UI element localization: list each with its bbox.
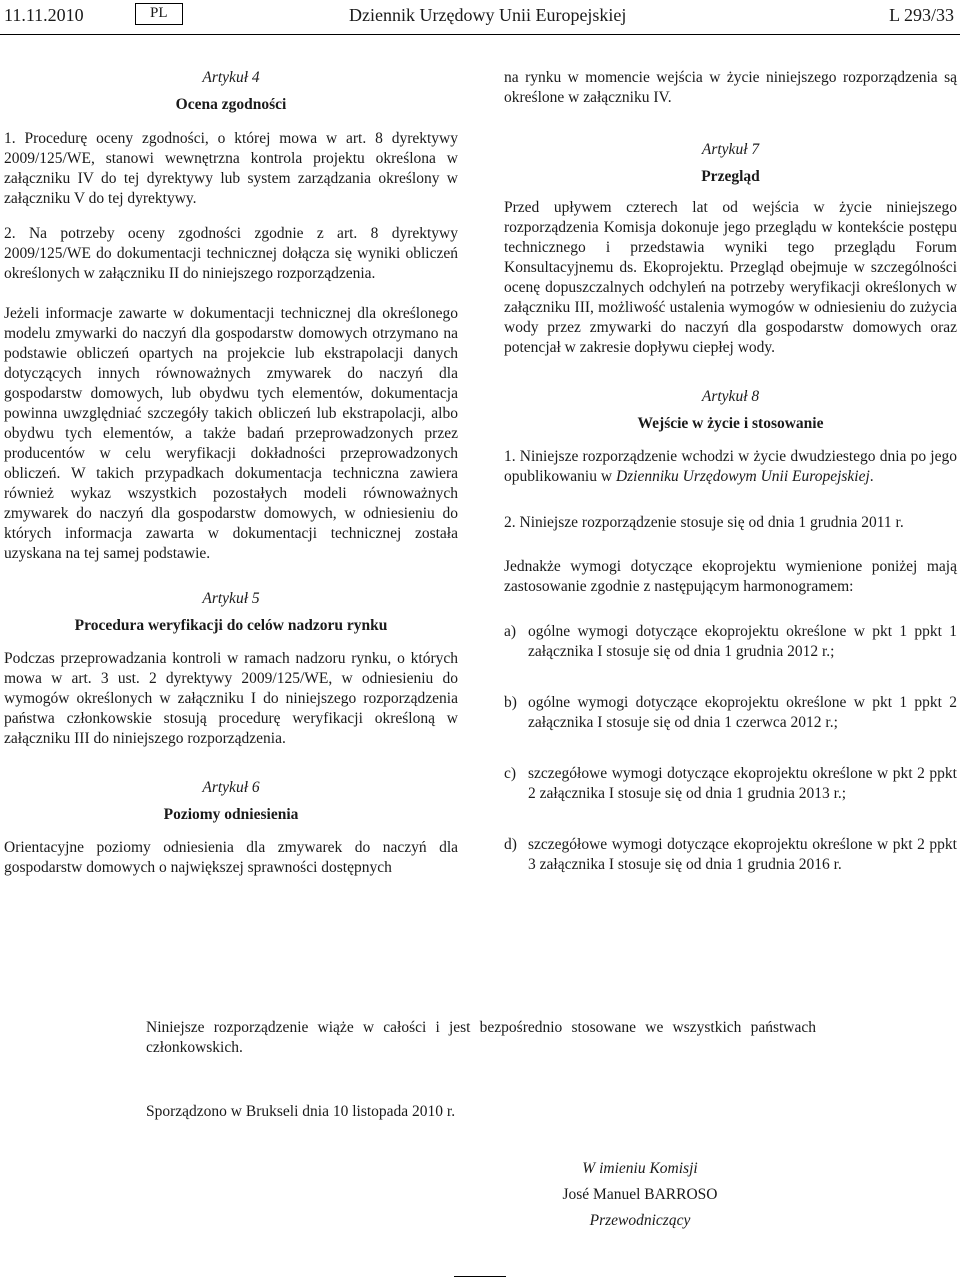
journal-title: Dziennik Urzędowy Unii Europejskiej <box>349 5 627 25</box>
right-column <box>504 64 957 875</box>
header-date: 11.11.2010 <box>4 5 84 25</box>
article-7-title: Przegląd <box>701 168 760 185</box>
signature-for: W imieniu Komisji <box>582 1160 698 1177</box>
signature-role: Przewodniczący <box>589 1212 691 1229</box>
list-item-label: a) <box>504 623 517 640</box>
article-8-label: Artykuł 8 <box>701 388 760 405</box>
list-item-text: ogólne wymogi dotyczące ekoprojektu określone w pkt 1 ppkt 2 załącznika I stosuje się od dnia 1 czerwca 2012 r.; <box>528 694 957 731</box>
list-item-text: szczegółowe wymogi dotyczące ekoprojektu określone w pkt 2 ppkt 2 załącznika I stosuje się od dnia 1 grudnia 2013 r.; <box>528 765 957 802</box>
journal-name-italic: Dzienniku Urzędowym Unii Europejskiej <box>615 468 870 485</box>
list-item <box>504 835 957 875</box>
signature-name: José Manuel BARROSO <box>562 1186 718 1203</box>
list-item-label: c) <box>504 765 517 782</box>
end-rule <box>454 1276 506 1277</box>
article-7-paragraph-1: Przed upływem czterech lat od wejścia w życie niniejszego rozporządzenia Komisja dokonuje jego przeglądu w kontekście postępu technicznego i przedstawia wyniki tego przeglądu Forum Konsultacyjnemu ds. Ekoprojektu. Przegląd obejmuje w szczególności ocenę dopuszczalnych odchyleń na potrzeby weryfikacji określonych w załączniku III, możliwość ustalenia wymogów w odniesieniu do zużycia wody przez zmywarki do naczyń dla gospodarstw domowych oraz potencjał w zakresie dopływu ciepłej wody. <box>504 199 957 356</box>
article-4-label: Artykuł 4 <box>202 69 260 86</box>
article-8-paragraph-1 <box>504 447 957 487</box>
article-5-label: Artykuł 5 <box>202 590 260 607</box>
binding-clause: Niniejsze rozporządzenie wiąże w całości i jest bezpośrednio stosowane we wszystkich państwach członkowskich. <box>146 1019 816 1056</box>
done-at-clause: Sporządzono w Brukseli dnia 10 listopada 2010 r. <box>146 1103 456 1120</box>
article-8-paragraph-2: 2. Niniejsze rozporządzenie stosuje się od dnia 1 grudnia 2011 r. <box>504 514 904 531</box>
article-4-paragraph-2: 2. Na potrzeby oceny zgodności zgodnie z art. 8 dyrektywy 2009/125/WE do dokumentacji technicznej dołącza się wyniki obliczeń określonych w załączniku II do niniejszego rozporządzenia. <box>4 225 458 282</box>
article-4-title: Ocena zgodności <box>175 96 287 113</box>
article-4-paragraph-1: 1. Procedurę oceny zgodności, o której mowa w art. 8 dyrektywy 2009/125/WE, stanowi wewnętrzna kontrola projektu określona w załączniku IV do tej dyrektywy lub system zarządzania określony w załączniku V do tej dyrektywy. <box>4 130 458 207</box>
article-5-title: Procedura weryfikacji do celów nadzoru rynku <box>74 617 388 634</box>
signature-block <box>480 1156 800 1234</box>
list-item-text: szczegółowe wymogi dotyczące ekoprojektu określone w pkt 2 ppkt 3 załącznika I stosuje się od dnia 1 grudnia 2016 r. <box>528 836 957 873</box>
article-5-paragraph-1: Podczas przeprowadzania kontroli w ramach nadzoru rynku, o których mowa w art. 3 ust. 2 dyrektywy 2009/125/WE, w odniesieniu do wymogów określonych w załączniku I do niniejszego rozporządzenia państwa członkowskie stosują procedurę weryfikacji określoną w załączniku III do niniejszego rozporządzenia. <box>4 650 458 747</box>
page-header <box>0 0 960 35</box>
language-badge: PL <box>135 3 183 25</box>
journal-number: L 293/33 <box>889 5 954 25</box>
article-6-paragraph-1: Orientacyjne poziomy odniesienia dla zmywarek do naczyń dla gospodarstw domowych o największej sprawności dostępnych <box>4 839 458 876</box>
left-column <box>4 64 458 878</box>
article-8-p1-text: 1. Niniejsze rozporządzenie wchodzi w życie dwudziestego dnia po jego opublikowaniu w <box>504 448 957 485</box>
list-item-label: b) <box>504 694 517 711</box>
list-item-label: d) <box>504 836 517 853</box>
article-6-paragraph-cont: na rynku w momencie wejścia w życie niniejszego rozporządzenia są określone w załączniku IV. <box>504 69 957 106</box>
list-item-text: ogólne wymogi dotyczące ekoprojektu określone w pkt 1 ppkt 1 załącznika I stosuje się od dnia 1 grudnia 2012 r.; <box>528 623 957 660</box>
list-item <box>504 693 957 733</box>
article-8-paragraph-3: Jednakże wymogi dotyczące ekoprojektu wymienione poniżej mają zastosowanie zgodnie z następującym harmonogramem: <box>504 558 957 595</box>
list-item <box>504 622 957 662</box>
article-6-title: Poziomy odniesienia <box>163 806 299 823</box>
article-6-label: Artykuł 6 <box>202 779 260 796</box>
article-8-p1-end: . <box>869 468 874 485</box>
article-7-label: Artykuł 7 <box>701 141 760 158</box>
article-4-paragraph-3: Jeżeli informacje zawarte w dokumentacji technicznej dla określonego modelu zmywarki do naczyń dla gospodarstw domowych otrzymano na podstawie obliczeń opartych na projekcie lub ekstrapolacji danych dotyczących innych równoważnych zmywarek do naczyń dla gospodarstw domowych, lub obydwu tych elementów, dokumentacja powinna uwzględniać szczegóły takich obliczeń lub ekstrapolacji, albo obydwu tych elementów, a także badań przeprowadzonych przez producentów w celu weryfikacji dokładności przeprowadzonych obliczeń. W takich przypadkach dokumentacja techniczna zawiera również wykaz wszystkich pozostałych modeli równoważnych zmywarek do naczyń dla gospodarstw domowych, w odniesieniu do których informacja zawarta w dokumentacji technicznej została uzyskana na tej samej podstawie. <box>4 305 458 562</box>
list-item <box>504 764 957 804</box>
article-8-title: Wejście w życie i stosowanie <box>637 415 824 432</box>
